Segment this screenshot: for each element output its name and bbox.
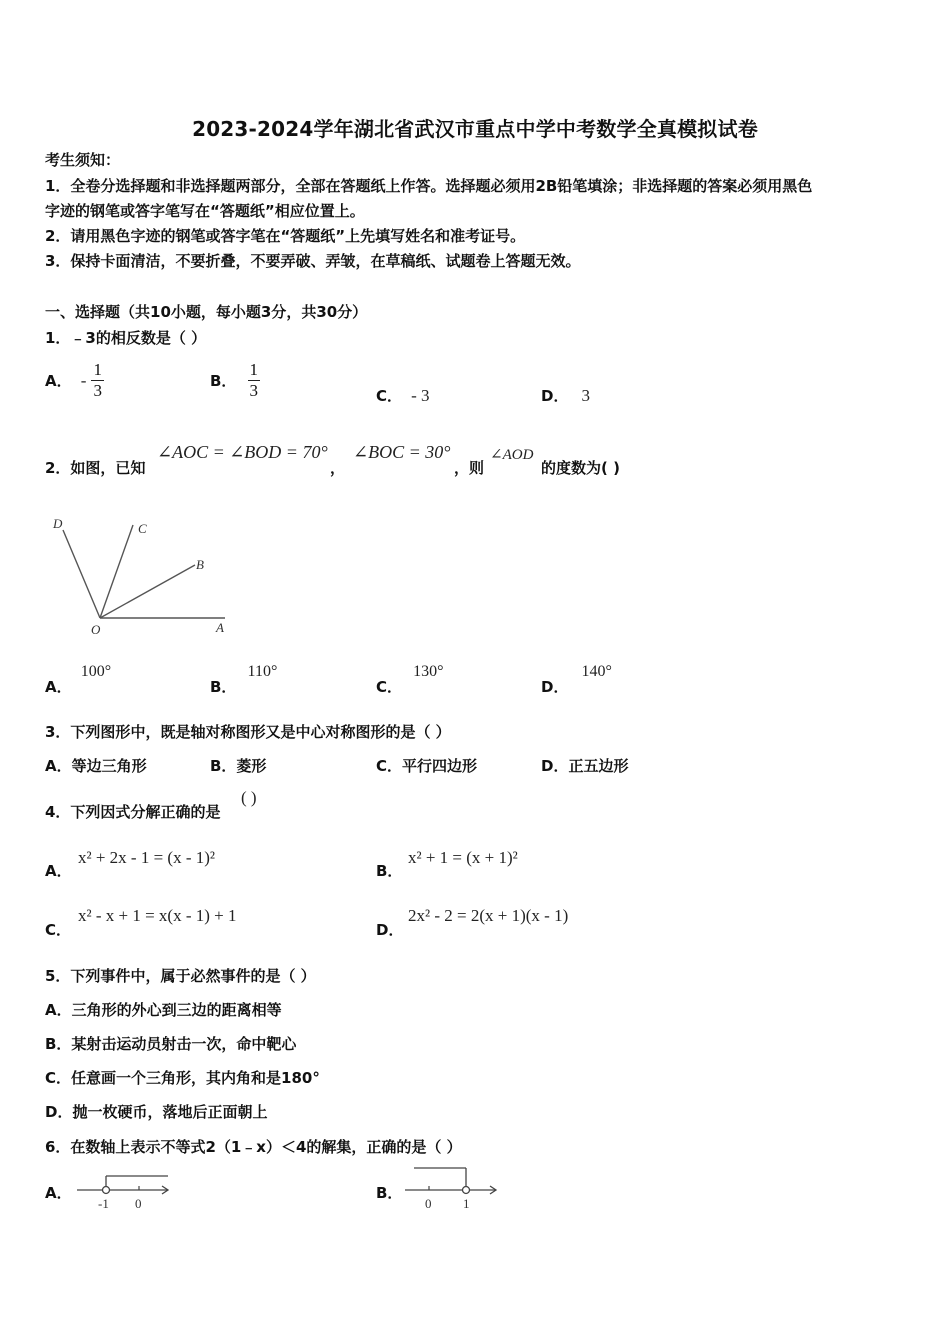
question-1-option-b[interactable]	[210, 360, 260, 410]
option-label: B．	[210, 678, 237, 696]
question-4-paren: ( )	[241, 788, 257, 807]
question-2-option-b[interactable]	[210, 660, 278, 696]
number-line-a[interactable]	[74, 1168, 174, 1212]
ray-od	[63, 530, 100, 618]
question-5-stem: 5．下列事件中，属于必然事件的是（ ）	[45, 967, 316, 985]
option-label: A．	[45, 372, 72, 390]
question-2-comma: ，	[330, 459, 346, 477]
option-label: B．	[210, 372, 237, 390]
notice-item-1-cont: 字迹的钢笔或答字笔写在“答题纸”相应位置上。	[45, 202, 365, 220]
denominator: 3	[93, 381, 102, 400]
label-o: O	[91, 622, 101, 637]
option-value: 3	[581, 386, 591, 405]
option-label: A．	[45, 678, 72, 696]
endpoint-open-circle	[463, 1187, 470, 1194]
question-2-math-2: ∠BOC = 30°	[353, 442, 451, 462]
notice-heading: 考生须知：	[45, 151, 121, 169]
question-4-option-c-expr[interactable]: x² - x + 1 = x(x - 1) + 1	[78, 906, 237, 925]
question-6-stem: 6．在数轴上表示不等式2（1﹣x）＜4的解集，正确的是（ ）	[45, 1138, 462, 1156]
label-d: D	[53, 516, 63, 531]
label-b: B	[196, 557, 204, 572]
minus-sign: -	[80, 370, 87, 390]
ray-ob	[100, 565, 195, 618]
question-2-math-1: ∠AOC = ∠BOD = 70°	[157, 442, 328, 462]
question-2-math-3: ∠AOD	[490, 447, 534, 463]
question-4-option-d-label[interactable]: D．	[376, 921, 404, 939]
option-value: - 3	[411, 386, 430, 405]
denominator: 3	[249, 381, 259, 400]
option-value: 110°	[247, 663, 278, 680]
angle-figure	[45, 510, 240, 640]
option-value: 100°	[80, 663, 112, 680]
ray-oc	[100, 525, 133, 618]
option-value: 130°	[413, 663, 444, 680]
notice-item-3: 3．保持卡面清洁，不要折叠，不要弄破、弄皱，在草稿纸、试题卷上答题无效。	[45, 252, 581, 270]
question-2-suffix: 的度数为( )	[541, 459, 620, 477]
notice-item-1: 1．全卷分选择题和非选择题两部分，全部在答题纸上作答。选择题必须用2B铅笔填涂；非选择题的答案必须用黑色	[45, 177, 813, 195]
question-4-option-a-label[interactable]: A．	[45, 862, 72, 880]
option-label: C．	[376, 387, 403, 405]
question-4-option-b-label[interactable]: B．	[376, 862, 403, 880]
tick-label-0: 0	[425, 1196, 432, 1211]
label-c: C	[138, 521, 147, 536]
endpoint-open-circle	[103, 1187, 110, 1194]
question-5-option-b[interactable]: B．某射击运动员射击一次，命中靶心	[45, 1035, 297, 1053]
question-2-then: ，则	[454, 459, 485, 477]
question-3-stem: 3．下列图形中，既是轴对称图形又是中心对称图形的是（ ）	[45, 723, 451, 741]
question-3-option-c[interactable]: C．平行四边形	[376, 757, 478, 775]
label-a: A	[216, 620, 224, 635]
page-title: 2023-2024学年湖北省武汉市重点中学中考数学全真模拟试卷	[192, 117, 758, 141]
question-6-option-b-label[interactable]: B．	[376, 1184, 403, 1202]
fraction	[248, 360, 261, 401]
question-5-option-a[interactable]: A．三角形的外心到三边的距离相等	[45, 1001, 282, 1019]
question-1-stem: 1．﹣3的相反数是（ ）	[45, 329, 207, 347]
tick-label-neg1: -1	[98, 1196, 109, 1211]
notice-item-2: 2．请用黑色字迹的钢笔或答字笔在“答题纸”上先填写姓名和准考证号。	[45, 227, 526, 245]
question-1-option-d[interactable]	[541, 385, 590, 406]
numerator: 1	[249, 360, 259, 379]
number-line-b[interactable]	[402, 1162, 502, 1212]
question-3-option-b[interactable]: B．菱形	[210, 757, 267, 775]
tick-label-1: 1	[463, 1196, 470, 1211]
question-2-option-a[interactable]	[45, 660, 112, 696]
question-4-stem: 4．下列因式分解正确的是	[45, 803, 221, 821]
fraction	[91, 360, 104, 401]
question-5-option-d[interactable]: D．抛一枚硬币，落地后正面朝上	[45, 1103, 268, 1121]
question-2-option-c[interactable]	[376, 660, 444, 696]
question-5-option-c[interactable]: C．任意画一个三角形，其内角和是180°	[45, 1069, 320, 1087]
option-label: D．	[541, 678, 569, 696]
question-4-option-d-expr[interactable]: 2x² - 2 = 2(x + 1)(x - 1)	[408, 906, 569, 925]
question-3-option-d[interactable]: D．正五边形	[541, 757, 629, 775]
question-4-option-c-label[interactable]: C．	[45, 921, 72, 939]
question-1-option-a[interactable]	[45, 360, 104, 410]
option-value: 140°	[581, 663, 612, 680]
question-2-prefix: 2．如图，已知	[45, 459, 146, 477]
numerator: 1	[93, 360, 102, 379]
option-label: C．	[376, 678, 403, 696]
section-heading: 一、选择题（共10小题，每小题3分，共30分）	[45, 303, 368, 321]
question-6-option-a-label[interactable]: A．	[45, 1184, 72, 1202]
question-4-option-a-expr[interactable]: x² + 2x - 1 = (x - 1)²	[78, 848, 216, 867]
option-label: D．	[541, 387, 569, 405]
tick-label-0: 0	[135, 1196, 142, 1211]
question-3-option-a[interactable]: A．等边三角形	[45, 757, 147, 775]
question-1-option-c[interactable]	[376, 385, 430, 406]
question-2-option-d[interactable]	[541, 660, 612, 696]
question-4-option-b-expr[interactable]: x² + 1 = (x + 1)²	[408, 848, 518, 867]
